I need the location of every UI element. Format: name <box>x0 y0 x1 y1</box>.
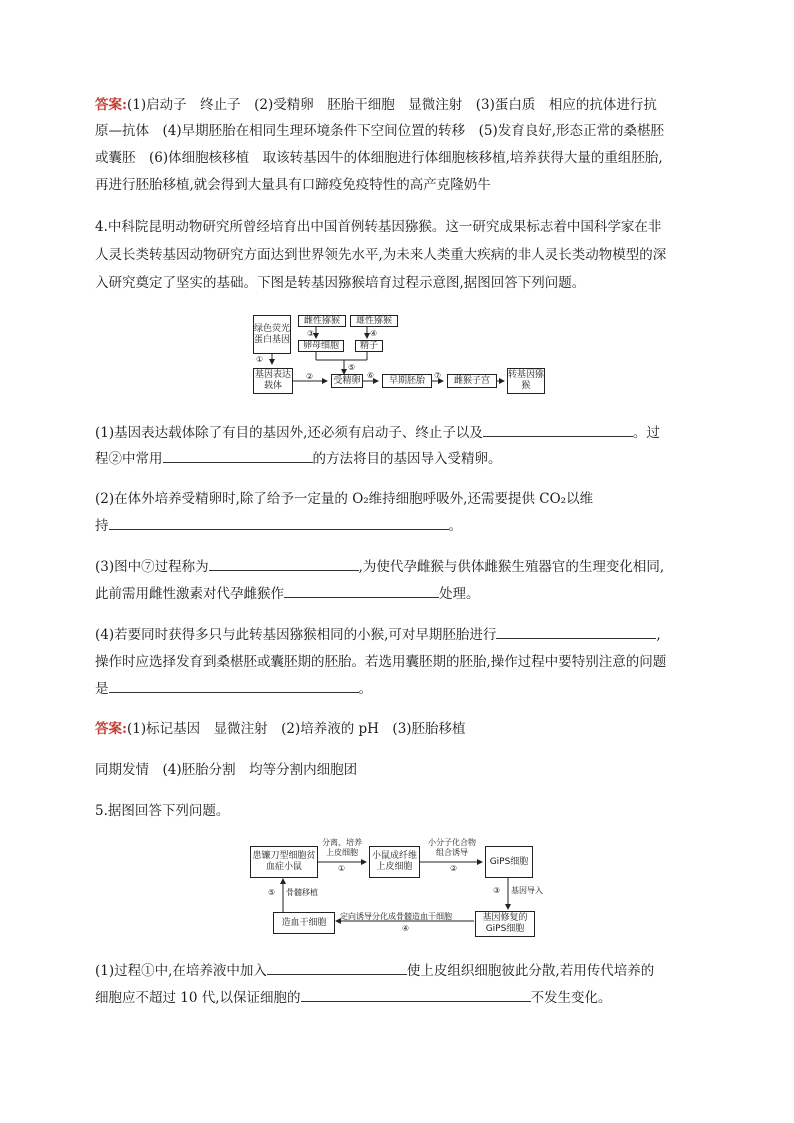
step-4-label: ④ <box>402 924 410 933</box>
blank-input[interactable] <box>301 987 531 1002</box>
q5-sub1-line-2: 细胞应不超过 10 代,以保证细胞的 不发生变化。 <box>95 985 695 1011</box>
gips-cell-box: GiPS细胞 <box>485 846 533 878</box>
transgenic-monkey-box: 转基因猕猴 <box>507 368 545 394</box>
answer-3-line-3: 或囊胚 (6)体细胞核移植 取该转基因牛的体细胞进行体细胞核移植,培养获得大量的重组胚胎, <box>95 150 663 166</box>
step-6-label: ⑥ <box>367 371 375 380</box>
q4-sub2-line-2: 持 。 <box>95 513 695 539</box>
arrow-4-label: 定向诱导分化成骨髓造血干细胞 <box>340 912 452 921</box>
q4-sub3-line-2: 此前需用雌性激素对代孕雌猴作 处理。 <box>95 581 695 607</box>
arrow-5-label: 骨髓移植 <box>286 888 318 897</box>
answer-3-line-2: 原—抗体 (4)早期胚胎在相同生理环境条件下空间位置的转移 (5)发育良好,形态正常的桑椹胚 <box>95 123 665 139</box>
answer-3-line-4: 再进行胚胎移植,就会得到大量具有口蹄疫免疫特性的高产克隆奶牛 <box>95 177 491 193</box>
step-2-label: ② <box>306 372 314 381</box>
step-3-label: ③ <box>493 886 501 895</box>
uterus-box: 雌猴子宫 <box>447 374 497 388</box>
expression-vector-box: 基因表达载体 <box>253 368 293 394</box>
blank-input[interactable] <box>267 960 407 975</box>
q4-sub2-line-1: (2)在体外培养受精卵时,除了给予一定量的 O₂维持细胞呼吸外,还需要提供 CO₂以维 <box>95 491 594 507</box>
answer-4-line-1: 答案:(1)标记基因 显微注射 (2)培养液的 pH (3)胚胎移植 <box>95 721 466 737</box>
step-1-label: ① <box>256 355 264 364</box>
arrow-3-label: 基因导入 <box>511 886 543 895</box>
arrow-2-label: 小分子化合物组合诱导 <box>428 838 476 857</box>
oocyte-box: 卵母细胞 <box>298 340 344 352</box>
q4-sub1-line-2: 程②中常用 的方法将目的基因导入受精卵。 <box>95 446 695 472</box>
q5-stem: 5.据图回答下列问题。 <box>95 803 230 819</box>
female-monkey-box: 雌性猕猴 <box>298 315 346 327</box>
q4-stem-line-2: 人灵长类转基因动物研究方面达到世界领先水平,为未来人类重大疾病的非人灵长类动物模型的深 <box>95 247 667 263</box>
q4-stem-line-3: 入研究奠定了坚实的基础。下图是转基因猕猴培育过程示意图,据图回答下列问题。 <box>95 275 586 291</box>
step-5-label: ⑤ <box>348 363 356 372</box>
answer-label: 答案: <box>95 721 127 737</box>
sickle-mouse-box: 患镰刀型细胞贫血症小鼠 <box>250 846 318 878</box>
step-4-label: ④ <box>370 329 378 338</box>
step-7-label: ⑦ <box>434 371 442 380</box>
step-5-label: ⑤ <box>268 888 276 897</box>
q4-sub4-line-1: (4)若要同时获得多只与此转基因猕猴相同的小猴,可对早期胚胎进行 , <box>95 622 695 648</box>
step-2-label: ② <box>450 864 458 873</box>
male-monkey-box: 雄性猕猴 <box>350 315 398 327</box>
answer-4-line-2: 同期发情 (4)胚胎分割 均等分割内细胞团 <box>95 762 358 778</box>
q4-sub3-line-1: (3)图中⑦过程称为 ,为使代孕雌猴与供体雌猴生殖器官的生理变化相同, <box>95 554 695 580</box>
q4-sub1-line-1: (1)基因表达载体除了有目的基因外,还必须有启动子、终止子以及 。过 <box>95 420 695 446</box>
hsc-box: 造血干细胞 <box>273 912 335 934</box>
q4-stem-line-1: 4.中科院昆明动物研究所曾经培育出中国首例转基因猕猴。这一研究成果标志着中国科学家在非 <box>95 219 662 235</box>
sperm-box: 精子 <box>355 340 383 352</box>
zygote-box: 受精卵 <box>331 374 363 388</box>
q4-sub4-line-3: 是 。 <box>95 676 695 702</box>
arrow-1-label: 分离、培养上皮细胞 <box>322 838 362 857</box>
answer-label: 答案: <box>95 97 127 113</box>
q5-sub1-line-1: (1)过程①中,在培养液中加入 使上皮组织细胞彼此分散,若用传代培养的 <box>95 958 695 984</box>
repaired-gips-box: 基因修复的GiPS细胞 <box>475 911 535 937</box>
early-embryo-box: 早期胚胎 <box>382 374 432 388</box>
q4-sub4-line-2: 操作时应选择发育到桑椹胚或囊胚期的胚胎。若选用囊胚期的胚胎,操作过程中要特别注意的问题 <box>95 654 667 670</box>
step-1-label: ① <box>338 864 346 873</box>
answer-3-line-1: 答案:(1)启动子 终止子 (2)受精卵 胚胎干细胞 显微注射 (3)蛋白质 相应的抗体进行抗 <box>95 97 657 113</box>
gfp-gene-box: 绿色荧光蛋白基因 <box>253 315 291 354</box>
step-3-label: ③ <box>307 329 315 338</box>
fibroblast-box: 小鼠成纤维上皮细胞 <box>369 846 420 878</box>
